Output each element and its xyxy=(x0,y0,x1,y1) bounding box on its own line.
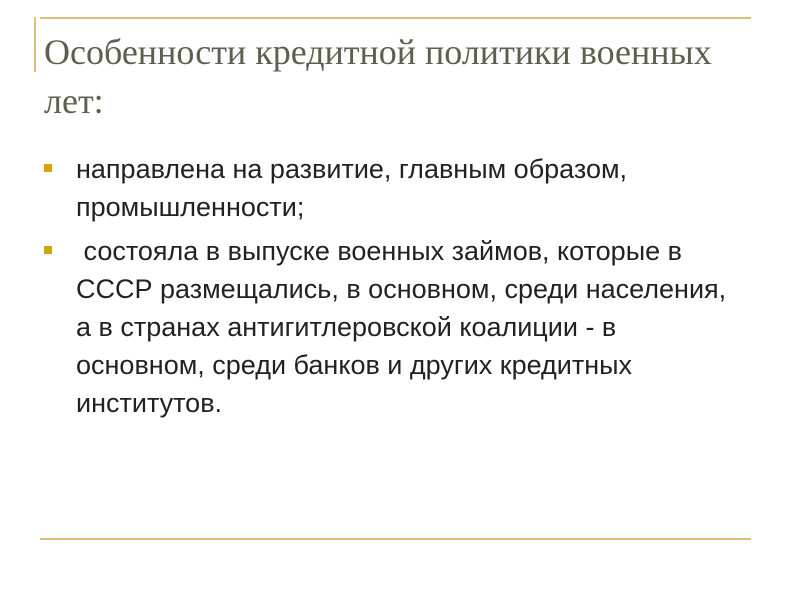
bullet-item xyxy=(44,150,744,226)
slide-title: Особенности кредитной политики военных лет: xyxy=(44,32,712,121)
bullet-text: направлена на развитие, главным образом, промышленности; xyxy=(76,154,628,222)
bullet-list xyxy=(44,150,744,428)
square-bullet-icon xyxy=(44,246,52,254)
square-bullet-icon xyxy=(44,164,52,172)
left-accent-line xyxy=(34,17,36,72)
bullet-item xyxy=(44,232,744,422)
top-divider-line xyxy=(40,17,751,19)
bottom-divider-line xyxy=(40,538,751,540)
bullet-text: состояла в выпуске военных займов, которые в СССР размещались, в основном, среди населения, а в странах антигитлеровской коалиции - в основном, среди банков и других кредитных институтов. xyxy=(76,236,734,418)
